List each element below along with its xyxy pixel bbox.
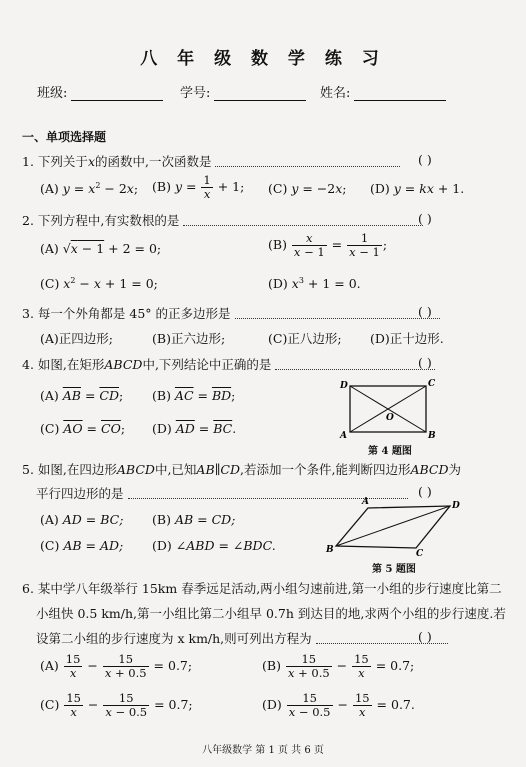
option-c[interactable]: (C) $\frac{15}{x}$ − $\frac{15}{x - 0.5}$ = 0.7; — [40, 691, 193, 719]
option-text: AB = CD; — [174, 512, 236, 527]
option-label: (B) — [152, 179, 171, 194]
option-a[interactable]: (A) √x − 1 + 2 = 0; — [40, 241, 162, 256]
option-d[interactable]: (D) $\overline{AD} = \overline{BC}$. — [152, 421, 237, 436]
question-6-line-2: 小组快 0.5 km/h,第一小组比第二小组早 0.7h 到达目的地,求两个小组的步行速度.若 — [36, 606, 506, 621]
name-label: 姓名: — [320, 86, 351, 101]
name-field — [320, 82, 446, 101]
class-blank[interactable] — [71, 86, 163, 101]
option-c[interactable]: (C) y = −2x; — [268, 181, 347, 196]
question-number: 2. — [22, 213, 34, 228]
option-a[interactable]: (A)正四边形; — [40, 331, 113, 346]
shape-name: ABCD — [410, 462, 449, 477]
figure-5-caption: 第 5 题图 — [372, 564, 416, 575]
option-b[interactable]: (B)正六边形; — [152, 331, 226, 346]
figure-4-caption: 第 4 题图 — [368, 446, 412, 457]
quadrilateral-figure — [322, 494, 462, 558]
name-blank[interactable] — [354, 86, 446, 101]
rectangle-figure — [336, 376, 446, 448]
dot-leader — [275, 361, 435, 370]
question-text: 下列方程中,有实数根的是 — [37, 213, 180, 228]
option-label: (C) — [40, 697, 60, 712]
option-a[interactable]: (A) $\frac{15}{x}$ − $\frac{15}{x + 0.5}$ = 0.7; — [40, 652, 193, 680]
point-c-label: C — [416, 549, 424, 558]
option-label: (C) — [40, 538, 60, 553]
question-number: 4. — [22, 357, 34, 372]
question-number: 6. — [22, 581, 34, 596]
option-a[interactable] — [40, 512, 123, 527]
question-text: 中,已知 — [154, 462, 197, 477]
option-b[interactable] — [152, 512, 235, 527]
option-d[interactable]: (D) $x^3 + 1 = 0$. — [268, 276, 361, 292]
option-b[interactable]: (B) y = $\frac{1}{x}$ + 1; — [152, 173, 245, 201]
answer-paren[interactable]: ( ) — [418, 304, 432, 319]
answer-paren[interactable]: ( ) — [418, 152, 432, 167]
question-number: 3. — [22, 306, 34, 321]
answer-paren[interactable]: ( ) — [418, 355, 432, 370]
question-text: 平行四边形的是 — [36, 486, 124, 501]
question-6 — [22, 579, 502, 597]
question-text: 设第二小组的步行速度为 x km/h,则可列出方程为 — [36, 631, 312, 646]
question-text: 每一个外角都是 45° 的正多边形是 — [37, 306, 231, 321]
question-6-line-3 — [36, 629, 448, 647]
question-text: 下列关于 — [37, 154, 88, 169]
option-b[interactable]: (B) $\frac{x}{x - 1}$ = $\frac{1}{x - 1}$ ; — [268, 231, 388, 259]
option-label: (C) — [268, 181, 288, 196]
question-text: 如图,在矩形 — [37, 357, 105, 372]
option-d[interactable]: (D)正十边形. — [370, 331, 444, 346]
question-1 — [22, 152, 400, 170]
point-a-label: A — [362, 497, 369, 507]
class-label: 班级: — [37, 86, 68, 101]
point-c-label: C — [428, 379, 436, 389]
option-d[interactable]: (D) y = kx + 1. — [370, 181, 465, 196]
option-c[interactable]: (C)正八边形; — [268, 331, 342, 346]
class-field — [37, 82, 163, 101]
question-variable: x — [87, 154, 95, 169]
answer-paren[interactable]: ( ) — [418, 211, 432, 226]
point-b-label: B — [326, 545, 334, 555]
point-o-label: O — [386, 413, 394, 423]
dot-leader — [183, 217, 423, 226]
shape-name: ABCD — [116, 462, 155, 477]
page-title: 八 年 级 数 学 练 习 — [140, 49, 386, 69]
question-2 — [22, 211, 423, 229]
option-label: (D) — [370, 181, 390, 196]
student-id-blank[interactable] — [214, 86, 306, 101]
dot-leader — [215, 158, 400, 167]
question-number: 1. — [22, 154, 34, 169]
option-label: (A) — [40, 181, 59, 197]
answer-paren[interactable]: ( ) — [418, 629, 432, 644]
option-c[interactable]: (C) $\overline{AO} = \overline{CO}$; — [40, 421, 126, 436]
option-label: (B) — [152, 512, 171, 527]
point-d-label: D — [452, 501, 460, 511]
option-b[interactable]: (B) $\frac{15}{x + 0.5}$ − $\frac{15}{x}$ = 0.7; — [262, 652, 415, 680]
option-b[interactable]: (B) $\overline{AC} = \overline{BD}$; — [152, 388, 236, 403]
option-label: (D) — [262, 697, 282, 712]
option-text: AB = AD; — [63, 538, 124, 553]
dot-leader — [235, 310, 440, 319]
question-3 — [22, 304, 440, 322]
option-d[interactable] — [152, 538, 276, 553]
option-c[interactable]: (C) $x^2 - x + 1 = 0$; — [40, 276, 158, 292]
option-label: (A) — [40, 512, 59, 527]
question-number: 5. — [22, 462, 34, 477]
point-d-label: D — [340, 381, 348, 391]
section-heading: 一、单项选择题 — [22, 130, 107, 144]
point-b-label: B — [428, 431, 436, 441]
option-c[interactable] — [40, 538, 123, 553]
option-label: (B) — [262, 658, 281, 673]
question-text: 如图,在四边形 — [37, 462, 117, 477]
student-id-label: 学号: — [180, 86, 211, 101]
question-text: 某中学八年级举行 15km 春季远足活动,两小组匀速前进,第一小组的步行速度比第二 — [37, 581, 502, 596]
option-label: (A) — [40, 658, 59, 673]
option-d[interactable]: (D) $\frac{15}{x - 0.5}$ − $\frac{15}{x}$ = 0.7. — [262, 691, 415, 719]
shape-name: ABCD — [104, 357, 143, 372]
question-text: 的函数中,一次函数是 — [95, 154, 212, 169]
option-a[interactable]: (A) $\overline{AB} = \overline{CD}$; — [40, 388, 124, 403]
student-id-field — [180, 82, 306, 101]
option-text: AD = BC; — [62, 512, 124, 527]
question-4 — [22, 355, 435, 373]
question-text: 中,下列结论中正确的是 — [142, 357, 272, 372]
point-a-label: A — [340, 431, 347, 441]
answer-paren[interactable]: ( ) — [418, 484, 432, 499]
given-condition: AB∥CD — [196, 462, 240, 477]
option-a[interactable]: (A) $y = x^2 - 2x$; — [40, 181, 139, 197]
option-label: (D) — [152, 538, 172, 553]
question-text: ,若添加一个条件,能判断四边形 — [240, 462, 411, 477]
question-5 — [22, 460, 461, 478]
question-text: 为 — [448, 462, 461, 477]
option-text: ∠ABD = ∠BDC. — [175, 538, 276, 553]
page-footer: 八年级数学 第 1 页 共 6 页 — [202, 745, 324, 756]
